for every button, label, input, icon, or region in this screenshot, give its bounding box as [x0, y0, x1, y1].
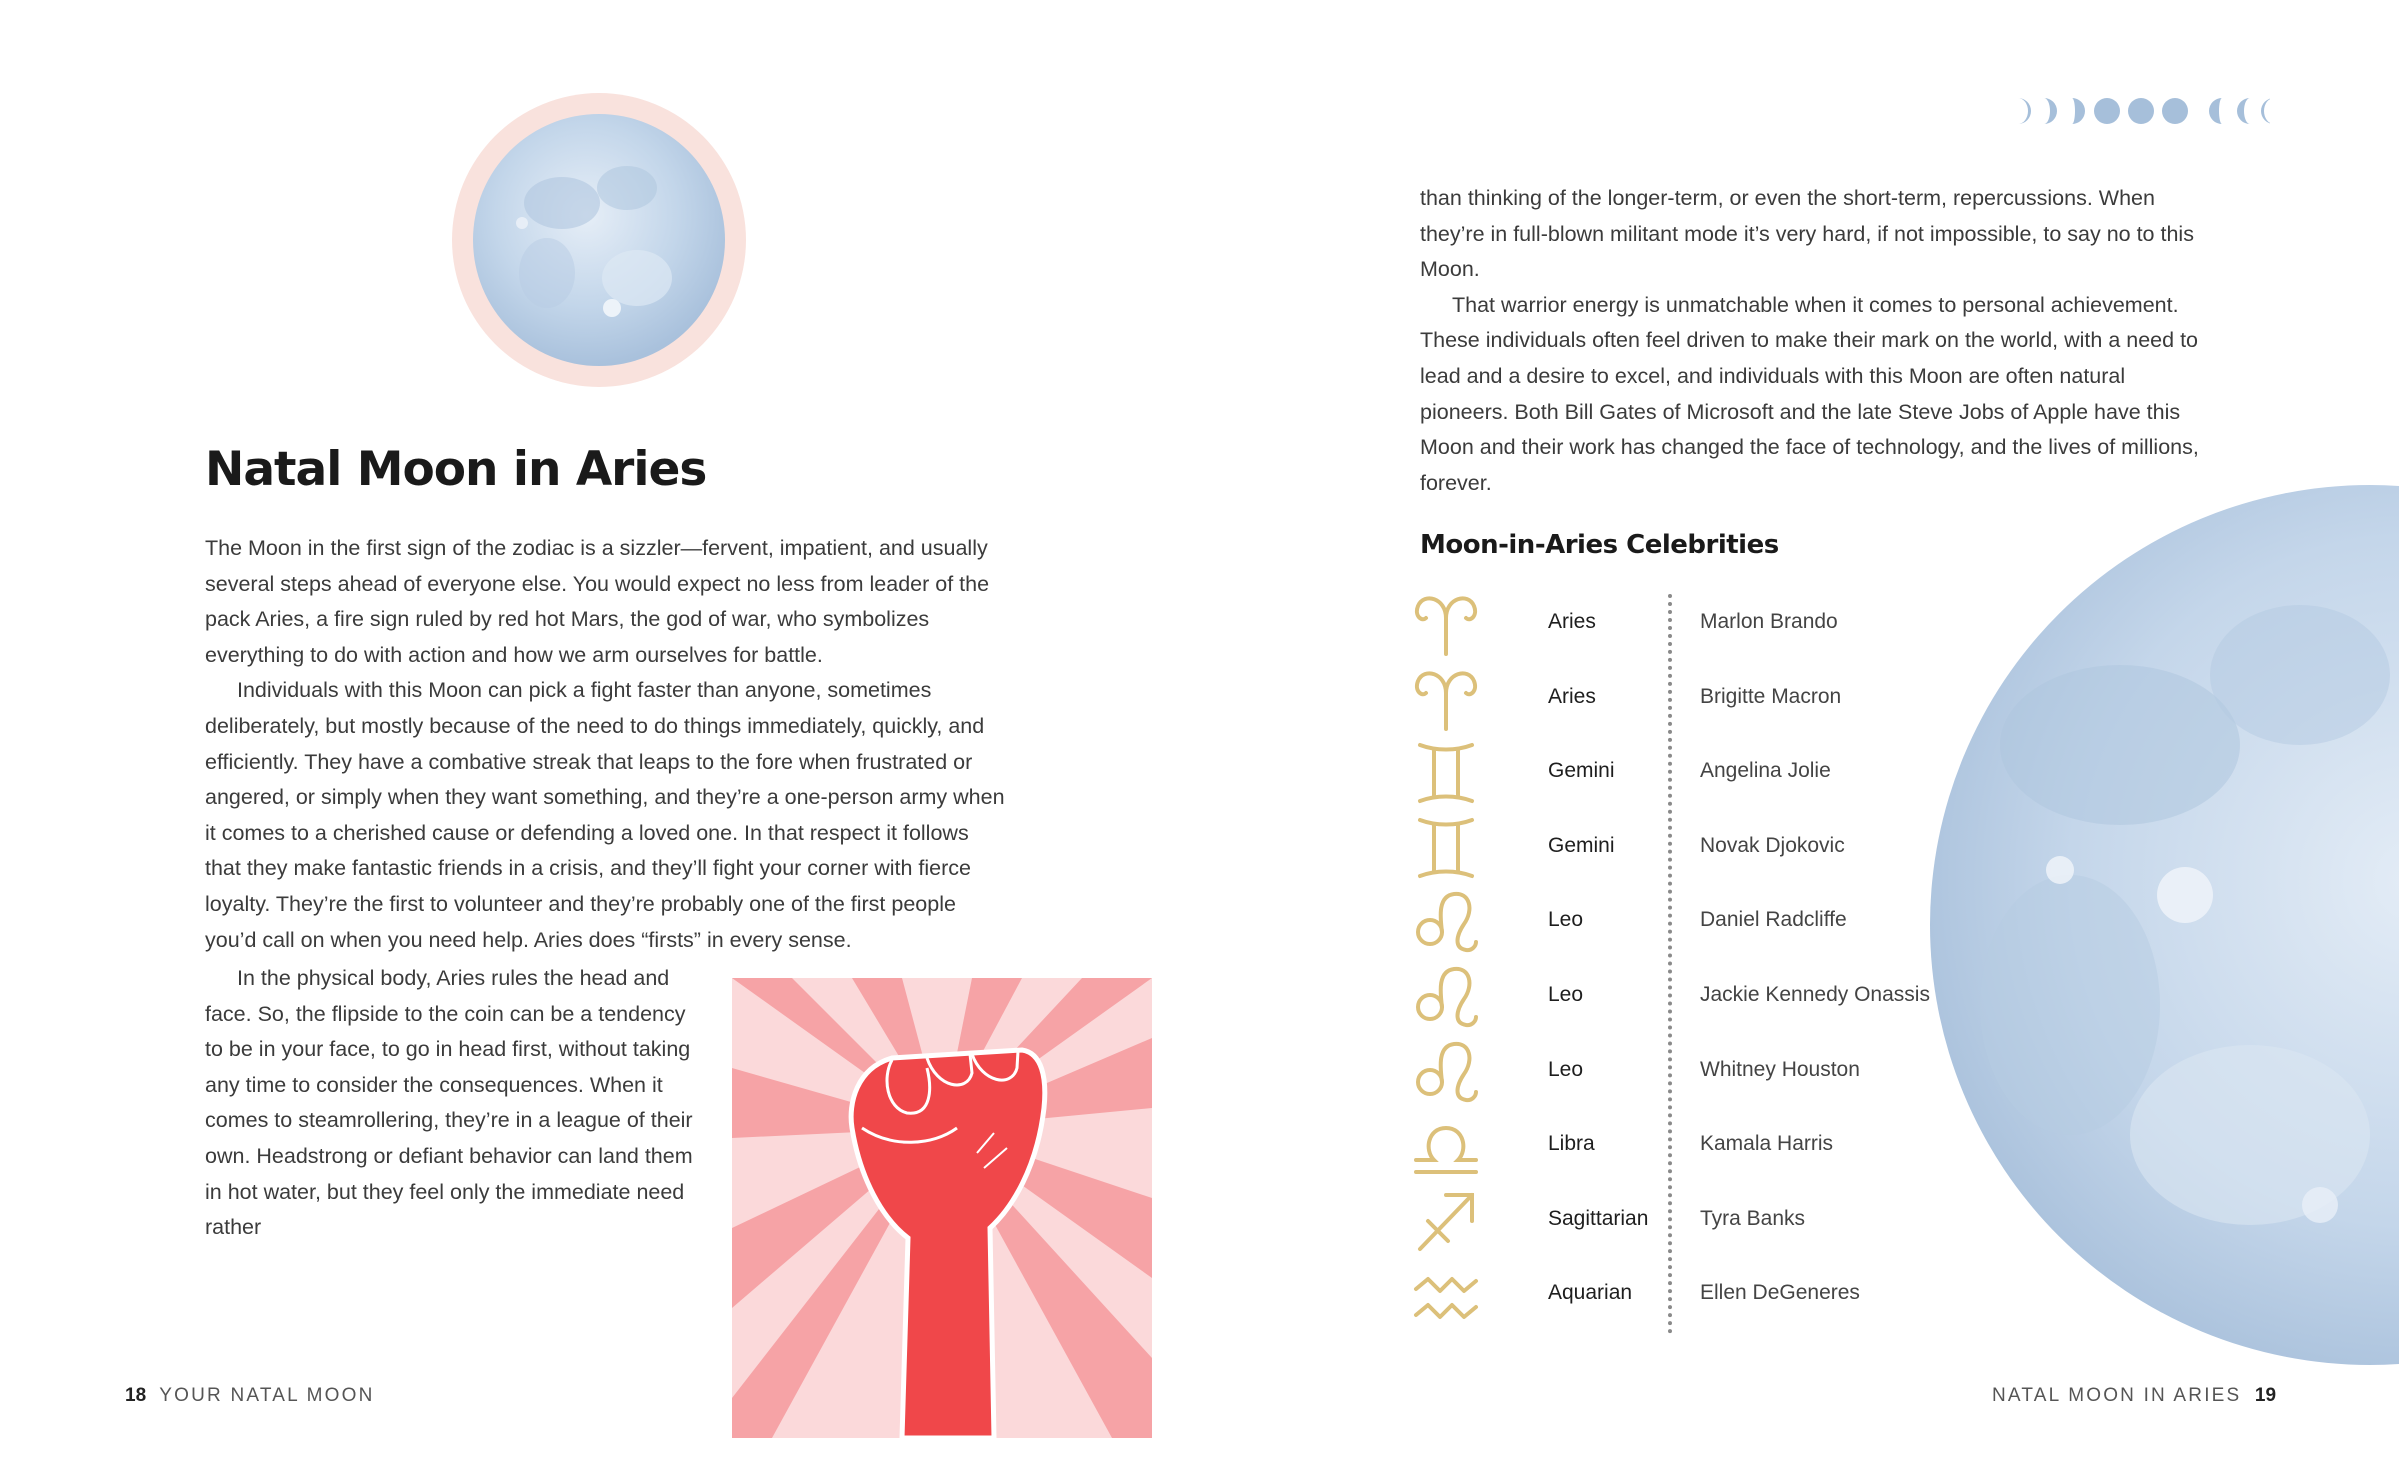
celebrity-name: Kamala Harris: [1700, 1132, 1834, 1156]
celebrities-table: [1410, 588, 2110, 1333]
page-number: 19: [2254, 1385, 2277, 1406]
moon-phases-icon: [2010, 96, 2270, 126]
leo-icon: [1410, 886, 1482, 958]
table-row: [1410, 886, 2110, 960]
leo-icon: [1410, 961, 1482, 1033]
sign-label: Aries: [1548, 610, 1596, 633]
moon-illustration-small: [452, 93, 746, 387]
paragraph: That warrior energy is unmatchable when it comes to personal achievement. These individuals often feel driven to make their mark on the world, with a need to lead and a desire to excel, and individuals with this Moon are often natural pioneers. Both Bill Gates of Microsoft and the late Steve Jobs of Apple have this Moon and their work has changed the face of technology, and the lives of millions, forever.: [1420, 292, 2199, 495]
table-row: [1410, 1110, 2110, 1184]
sign-label: Leo: [1548, 1057, 1584, 1081]
left-folio: [125, 1385, 375, 1407]
sign-label: Leo: [1548, 908, 1584, 932]
celebrity-name: Marlon Brando: [1700, 610, 1838, 633]
table-row: [1410, 812, 2110, 886]
sign-label: Leo: [1548, 983, 1584, 1006]
paragraph: In the physical body, Aries rules the head and face. So, the flipside to the coin can be a tendency to be in your face, to go in head first, without taking any time to consider the consequences. When it comes to steamrollering, they’re in a league of their own. Headstrong or defiant behavior can land them in hot water, but they feel only the immediate need rather: [205, 966, 693, 1240]
table-row: [1410, 1036, 2110, 1110]
page-number: 18: [125, 1385, 147, 1406]
left-body-text-wrap: [205, 961, 697, 1246]
table-row: [1410, 961, 2110, 1035]
table-row: [1410, 588, 2110, 662]
sagittarius-icon: [1410, 1185, 1482, 1257]
aries-icon: [1410, 588, 1482, 660]
right-folio: [1992, 1385, 2282, 1407]
celebrity-name: Brigitte Macron: [1700, 684, 1842, 708]
table-row: [1410, 663, 2110, 737]
celebrity-name: Whitney Houston: [1700, 1057, 1860, 1081]
running-head: NATAL MOON IN ARIES: [1992, 1385, 2242, 1406]
celebrity-name: Jackie Kennedy Onassis: [1700, 983, 1930, 1006]
celebrities-heading: Moon-in-Aries Celebrities: [1420, 530, 1779, 560]
left-body-text: [205, 531, 1005, 958]
sign-label: Gemini: [1548, 833, 1615, 857]
celebrity-name: Tyra Banks: [1700, 1206, 1806, 1230]
right-body-text: [1420, 181, 2210, 501]
libra-icon: [1410, 1110, 1482, 1182]
sign-label: Gemini: [1548, 759, 1615, 783]
paragraph: than thinking of the longer-term, or even the short-term, repercussions. When they’re in full-blown militant mode it’s very hard, if not impossible, to say no to this Moon.: [1420, 186, 2194, 282]
celebrity-name: Daniel Radcliffe: [1700, 908, 1847, 932]
page-title: Natal Moon in Aries: [205, 442, 707, 497]
paragraph: The Moon in the first sign of the zodiac is a sizzler—fervent, impatient, and usually several steps ahead of everyone else. You would expect no less from leader of the pack Aries, a fire sign ruled by red hot Mars, the god of war, who symbolizes everything to do with action and how we arm ourselves for battle.: [205, 536, 990, 667]
celebrity-name: Novak Djokovic: [1700, 833, 1845, 857]
raised-fist-icon: [732, 978, 1152, 1438]
aries-icon: [1410, 663, 1482, 735]
paragraph: Individuals with this Moon can pick a fight faster than anyone, sometimes deliberately, but mostly because of the need to do things immediately, quickly, and efficiently. They have a combative streak that leaps to the fore when frustrated or angered, or simply when they want something, and they’re a one-person army when it comes to a cherished cause or defending a loved one. In that respect it follows that they make fantastic friends in a crisis, and they’ll fight your corner with fierce loyalty. They’re the first to volunteer and they’re probably one of the first people you’d call on when you need help. Aries does “firsts” in every sense.: [205, 678, 1005, 952]
sign-label: Aries: [1548, 684, 1596, 708]
sign-label: Aquarian: [1548, 1281, 1633, 1305]
sign-label: Libra: [1548, 1132, 1595, 1156]
sign-label: Sagittarian: [1548, 1206, 1649, 1230]
table-row: [1410, 737, 2110, 811]
celebrity-name: Ellen DeGeneres: [1700, 1281, 1860, 1305]
table-row: [1410, 1259, 2110, 1333]
running-head: YOUR NATAL MOON: [159, 1385, 375, 1406]
celebrity-name: Angelina Jolie: [1700, 759, 1831, 783]
gemini-icon: [1410, 737, 1482, 809]
table-row: [1410, 1185, 2110, 1259]
gemini-icon: [1410, 812, 1482, 884]
aquarius-icon: [1410, 1259, 1482, 1331]
leo-icon: [1410, 1036, 1482, 1108]
